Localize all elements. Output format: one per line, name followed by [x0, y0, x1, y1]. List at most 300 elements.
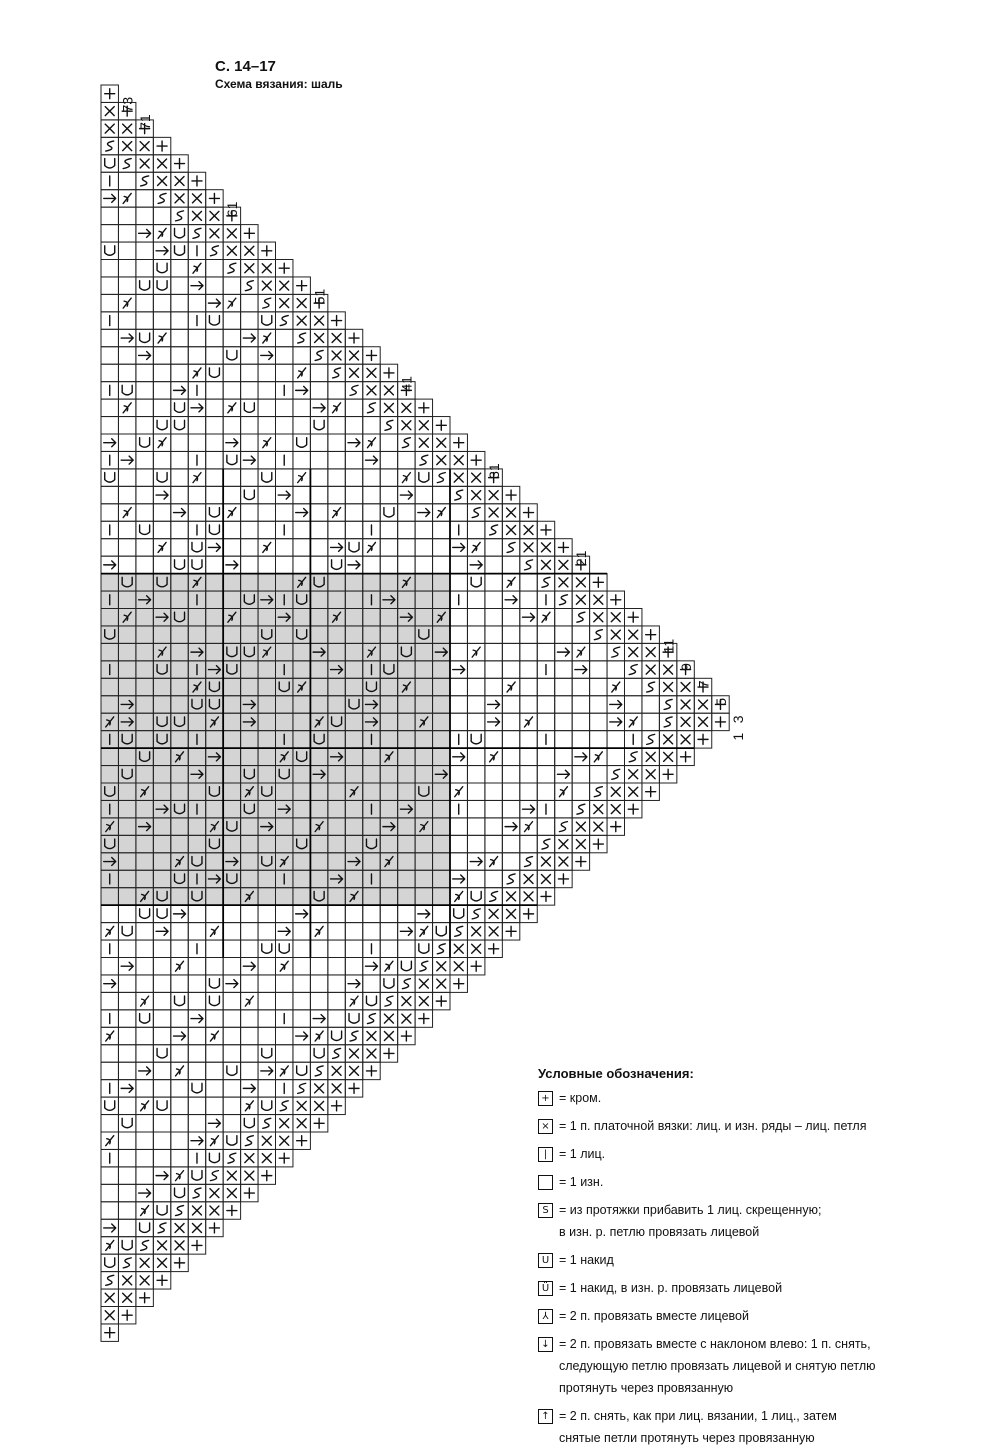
chart-cell — [241, 1115, 258, 1132]
chart-cell — [485, 818, 502, 835]
u-loop-icon — [140, 1014, 150, 1023]
chart-cell — [206, 1010, 223, 1027]
chart-cell — [467, 626, 484, 643]
cross-icon — [646, 752, 655, 761]
k2tog-icon — [228, 298, 236, 308]
chart-cell — [101, 486, 118, 503]
chart-cell — [258, 1097, 275, 1114]
cross-icon — [419, 979, 428, 988]
chart-cell — [345, 940, 362, 957]
plus-icon — [419, 1014, 429, 1024]
u-loop-icon — [227, 1136, 237, 1146]
chart-cell — [118, 347, 135, 364]
chart-cell — [136, 434, 153, 451]
chart-cell — [171, 260, 188, 277]
arrow-right-icon — [174, 910, 186, 918]
chart-cell — [537, 818, 554, 835]
arrow-right-icon — [156, 247, 168, 255]
chart-cell — [293, 521, 310, 538]
u-loop-icon — [175, 560, 185, 570]
u-loop-icon — [157, 909, 167, 919]
s-curve-icon — [106, 1275, 114, 1285]
u-loop-icon — [332, 560, 342, 570]
chart-cell — [136, 1027, 153, 1044]
s-curve-icon — [193, 1188, 201, 1198]
u-loop-icon — [175, 996, 185, 1006]
s-curve-icon — [490, 891, 498, 901]
chart-cell — [206, 1045, 223, 1062]
cross-icon — [681, 683, 690, 692]
arrow-right-icon — [488, 718, 500, 726]
chart-cell — [293, 1062, 310, 1079]
u-loop-icon — [227, 350, 237, 360]
row-number-label: 3 — [730, 715, 747, 724]
chart-cell — [450, 853, 467, 870]
chart-cell — [223, 1132, 240, 1149]
arrow-right-icon — [174, 386, 186, 394]
k2tog-icon — [158, 438, 166, 448]
chart-cell — [555, 713, 572, 730]
cross-icon — [454, 944, 463, 953]
chart-cell — [485, 783, 502, 800]
chart-cell — [188, 1097, 205, 1114]
cross-icon — [192, 194, 201, 203]
chart-cell — [171, 329, 188, 346]
chart-cell — [136, 451, 153, 468]
chart-cell — [223, 417, 240, 434]
k2tog-icon — [193, 368, 201, 378]
legend-symbol-icon: Ü — [538, 1281, 553, 1296]
plus-icon — [471, 455, 481, 465]
plus-icon — [401, 1031, 411, 1041]
u-loop-icon — [227, 1066, 237, 1076]
arrow-right-icon — [296, 910, 308, 918]
legend-item — [538, 1143, 978, 1165]
s-curve-icon — [455, 490, 463, 500]
chart-cell — [398, 940, 415, 957]
s-curve-icon — [664, 699, 672, 709]
chart-cell — [380, 469, 397, 486]
chart-cell — [572, 731, 589, 748]
chart-cell — [467, 748, 484, 765]
chart-cell — [136, 382, 153, 399]
arrow-right-icon — [505, 596, 517, 604]
s-curve-icon — [298, 1083, 306, 1093]
plus-icon — [576, 857, 586, 867]
chart-cell — [398, 958, 415, 975]
u-loop-icon — [471, 891, 481, 901]
chart-cell — [188, 923, 205, 940]
legend-text: = 2 п. провязать вместе с наклоном влево: 1 п. снять, следующую петлю провязать лицевой и снятую петлю протянуть через провязанную — [559, 1337, 876, 1395]
s-curve-icon — [280, 1101, 288, 1111]
s-curve-icon — [507, 542, 515, 552]
arrow-right-icon — [174, 1032, 186, 1040]
chart-cell — [223, 1080, 240, 1097]
cross-icon — [454, 456, 463, 465]
cross-icon — [541, 857, 550, 866]
chart-cell — [310, 940, 327, 957]
arrow-right-icon — [453, 875, 465, 883]
chart-cell — [153, 521, 170, 538]
plus-icon — [175, 1258, 185, 1268]
legend-item — [538, 1305, 978, 1327]
chart-cell — [153, 294, 170, 311]
chart-cell — [223, 1097, 240, 1114]
u-loop-icon — [419, 473, 429, 483]
chart-cell — [572, 783, 589, 800]
chart-cell — [258, 958, 275, 975]
cross-icon — [629, 787, 638, 796]
chart-cell — [520, 574, 537, 591]
chart-cell — [136, 905, 153, 922]
arrow-right-icon — [313, 404, 325, 412]
chart-cell — [241, 1027, 258, 1044]
chart-cell — [310, 417, 327, 434]
s-curve-icon — [542, 577, 550, 587]
chart-cell — [485, 678, 502, 695]
cross-icon — [210, 211, 219, 220]
arrow-right-icon — [174, 509, 186, 517]
chart-cell — [101, 277, 118, 294]
cross-icon — [192, 1223, 201, 1232]
chart-cell — [293, 1010, 310, 1027]
chart-cell — [118, 1062, 135, 1079]
k2tog-icon — [106, 1136, 114, 1146]
chart-cell — [276, 469, 293, 486]
chart-cell — [415, 556, 432, 573]
chart-cell — [380, 940, 397, 957]
k2tog-icon — [123, 298, 131, 308]
chart-cell — [450, 818, 467, 835]
chart-cell — [101, 364, 118, 381]
chart-cell — [293, 940, 310, 957]
chart-cell — [223, 1027, 240, 1044]
chart-cell — [136, 975, 153, 992]
chart-cell — [171, 1045, 188, 1062]
k2tog-icon — [507, 577, 515, 587]
chart-cell — [118, 905, 135, 922]
chart-cell — [118, 260, 135, 277]
u-loop-icon — [140, 909, 150, 919]
chart-cell — [223, 1062, 240, 1079]
k2tog-icon — [420, 926, 428, 936]
chart-cell — [223, 539, 240, 556]
chart-cell — [258, 312, 275, 329]
s-curve-icon — [158, 193, 166, 203]
row-number-label: 61 — [224, 201, 241, 218]
plus-icon — [244, 228, 254, 238]
legend-symbol-icon: ↑ — [538, 1409, 553, 1424]
arrow-right-icon — [575, 753, 587, 761]
cross-icon — [332, 334, 341, 343]
cross-icon — [192, 211, 201, 220]
plus-icon — [192, 1240, 202, 1250]
arrow-right-icon — [121, 334, 133, 342]
k2tog-icon — [263, 333, 271, 343]
chart-cell — [101, 1254, 118, 1271]
cross-icon — [629, 770, 638, 779]
plus-icon — [628, 804, 638, 814]
chart-cell — [450, 713, 467, 730]
s-curve-icon — [437, 944, 445, 954]
cross-icon — [245, 264, 254, 273]
chart-cell — [188, 434, 205, 451]
chart-cell — [118, 1167, 135, 1184]
s-curve-icon — [315, 350, 323, 360]
cross-icon — [611, 805, 620, 814]
chart-cell — [241, 504, 258, 521]
row-number-label: 73 — [119, 96, 136, 113]
chart-cell — [642, 696, 659, 713]
k2tog-icon — [263, 438, 271, 448]
cross-icon — [524, 892, 533, 901]
chart-cell — [153, 1045, 170, 1062]
plus-icon — [611, 595, 621, 605]
chart-cell — [590, 678, 607, 695]
chart-cell — [310, 975, 327, 992]
chart-cell — [293, 399, 310, 416]
plus-icon — [297, 281, 307, 291]
chart-cell — [206, 451, 223, 468]
chart-cell — [171, 521, 188, 538]
chart-cell — [153, 364, 170, 381]
u-loop-icon — [192, 1171, 202, 1181]
chart-cell — [118, 1184, 135, 1201]
chart-cell — [171, 1132, 188, 1149]
chart-cell — [188, 1080, 205, 1097]
arrow-right-icon — [296, 1032, 308, 1040]
s-curve-icon — [123, 1258, 131, 1268]
chart-cell — [502, 853, 519, 870]
chart-cell — [206, 347, 223, 364]
chart-cell — [118, 225, 135, 242]
chart-cell — [415, 539, 432, 556]
chart-cell — [520, 766, 537, 783]
s-curve-icon — [333, 1048, 341, 1058]
arrow-right-icon — [208, 543, 220, 551]
chart-cell — [171, 1149, 188, 1166]
legend-symbol-icon: × — [538, 1119, 553, 1134]
plus-icon — [558, 542, 568, 552]
chart-cell — [363, 486, 380, 503]
chart-cell — [136, 556, 153, 573]
s-curve-icon — [123, 159, 131, 169]
chart-cell — [502, 835, 519, 852]
arrow-right-icon — [296, 509, 308, 517]
u-loop-icon — [244, 490, 254, 500]
cross-icon — [507, 909, 516, 918]
chart-cell — [363, 504, 380, 521]
chart-cell — [136, 521, 153, 538]
chart-cell — [380, 486, 397, 503]
legend-item — [538, 1115, 978, 1137]
cross-icon — [646, 770, 655, 779]
chart-cell — [153, 1080, 170, 1097]
cross-icon — [332, 1066, 341, 1075]
chart-cell — [171, 451, 188, 468]
chart-cell — [241, 940, 258, 957]
chart-cell — [380, 434, 397, 451]
chart-cell — [136, 312, 153, 329]
chart-cell — [188, 347, 205, 364]
chart-cell — [433, 556, 450, 573]
chart-cell — [206, 940, 223, 957]
cross-icon — [524, 874, 533, 883]
chart-cell — [258, 451, 275, 468]
chart-cell — [363, 417, 380, 434]
chart-cell — [118, 207, 135, 224]
chart-cell — [328, 905, 345, 922]
chart-cell — [485, 661, 502, 678]
row-number-label: 21 — [573, 550, 590, 567]
chart-cell — [136, 277, 153, 294]
chart-cell — [328, 992, 345, 1009]
chart-cell — [467, 835, 484, 852]
chart-cell — [276, 329, 293, 346]
s-curve-icon — [367, 403, 375, 413]
s-curve-icon — [210, 246, 218, 256]
cross-icon — [158, 176, 167, 185]
chart-cell — [520, 748, 537, 765]
chart-cell — [380, 504, 397, 521]
chart-cell — [485, 609, 502, 626]
chart-cell — [171, 1010, 188, 1027]
chart-cell — [310, 382, 327, 399]
chart-cell — [188, 556, 205, 573]
chart-cell — [136, 539, 153, 556]
chart-cell — [485, 731, 502, 748]
chart-cell — [625, 678, 642, 695]
chart-cell — [118, 1237, 135, 1254]
chart-cell — [171, 539, 188, 556]
chart-cell — [502, 643, 519, 660]
arrow-right-icon — [505, 823, 517, 831]
chart-cell — [258, 364, 275, 381]
s-curve-icon — [210, 1171, 218, 1181]
chart-cell — [450, 609, 467, 626]
s-curve-icon — [350, 1031, 358, 1041]
chart-cell — [276, 905, 293, 922]
s-curve-icon — [629, 752, 637, 762]
chart-cell — [153, 312, 170, 329]
chart-cell — [118, 1219, 135, 1236]
u-loop-icon — [332, 1031, 342, 1041]
chart-cell — [642, 713, 659, 730]
chart-cell — [345, 1010, 362, 1027]
cross-icon — [664, 665, 673, 674]
u-loop-icon — [227, 455, 237, 465]
plus-icon — [454, 979, 464, 989]
s-curve-icon — [106, 141, 114, 151]
cross-icon — [280, 299, 289, 308]
cross-icon — [489, 909, 498, 918]
cross-icon — [280, 1136, 289, 1145]
chart-cell — [537, 766, 554, 783]
cross-icon — [105, 1293, 114, 1302]
cross-icon — [664, 683, 673, 692]
chart-cell — [502, 766, 519, 783]
chart-cell — [188, 1045, 205, 1062]
arrow-right-icon — [156, 491, 168, 499]
chart-cell — [467, 870, 484, 887]
k2tog-icon — [525, 822, 533, 832]
k2tog-icon — [315, 926, 323, 936]
chart-cell — [450, 766, 467, 783]
cross-icon — [384, 1032, 393, 1041]
chart-cell — [223, 312, 240, 329]
chart-cell — [380, 923, 397, 940]
s-curve-icon — [594, 787, 602, 797]
chart-cell — [398, 451, 415, 468]
k2tog-icon — [333, 508, 341, 518]
chart-cell — [171, 399, 188, 416]
chart-cell — [537, 713, 554, 730]
cross-icon — [646, 665, 655, 674]
k2tog-icon — [106, 1240, 114, 1250]
legend-symbol-icon: + — [538, 1091, 553, 1106]
chart-cell — [136, 364, 153, 381]
chart-cell — [520, 835, 537, 852]
s-curve-icon — [263, 298, 271, 308]
cross-icon — [419, 997, 428, 1006]
chart-cell — [101, 417, 118, 434]
cross-icon — [105, 1311, 114, 1320]
chart-cell — [188, 329, 205, 346]
chart-cell — [607, 731, 624, 748]
chart-cell — [101, 155, 118, 172]
chart-cell — [118, 1115, 135, 1132]
chart-cell — [502, 626, 519, 643]
k2tog-icon — [106, 1031, 114, 1041]
chart-cell — [450, 835, 467, 852]
s-curve-icon — [385, 996, 393, 1006]
cross-icon — [576, 595, 585, 604]
chart-cell — [223, 992, 240, 1009]
u-loop-icon — [262, 944, 272, 954]
chart-cell — [206, 1097, 223, 1114]
chart-cell — [171, 992, 188, 1009]
chart-cell — [101, 347, 118, 364]
chart-cell — [276, 399, 293, 416]
legend-text: = кром. — [559, 1091, 602, 1105]
k2tog-icon — [472, 647, 480, 657]
chart-cell — [467, 609, 484, 626]
chart-cell — [363, 923, 380, 940]
chart-cell — [171, 975, 188, 992]
chart-cell — [188, 539, 205, 556]
chart-cell — [223, 1115, 240, 1132]
k2tog-icon — [350, 996, 358, 1006]
cross-icon — [489, 508, 498, 517]
chart-cell — [136, 242, 153, 259]
chart-cell — [223, 364, 240, 381]
chart-cell — [345, 905, 362, 922]
chart-cell — [136, 260, 153, 277]
chart-cell — [223, 923, 240, 940]
cross-icon — [402, 403, 411, 412]
chart-cell — [241, 1010, 258, 1027]
u-loop-icon — [105, 1101, 115, 1111]
chart-cell — [380, 539, 397, 556]
chart-cell — [502, 556, 519, 573]
chart-cell — [485, 800, 502, 817]
chart-cell — [188, 992, 205, 1009]
chart-cell — [206, 434, 223, 451]
plus-icon — [279, 263, 289, 273]
cross-icon — [472, 473, 481, 482]
cross-icon — [384, 386, 393, 395]
chart-cell — [171, 923, 188, 940]
